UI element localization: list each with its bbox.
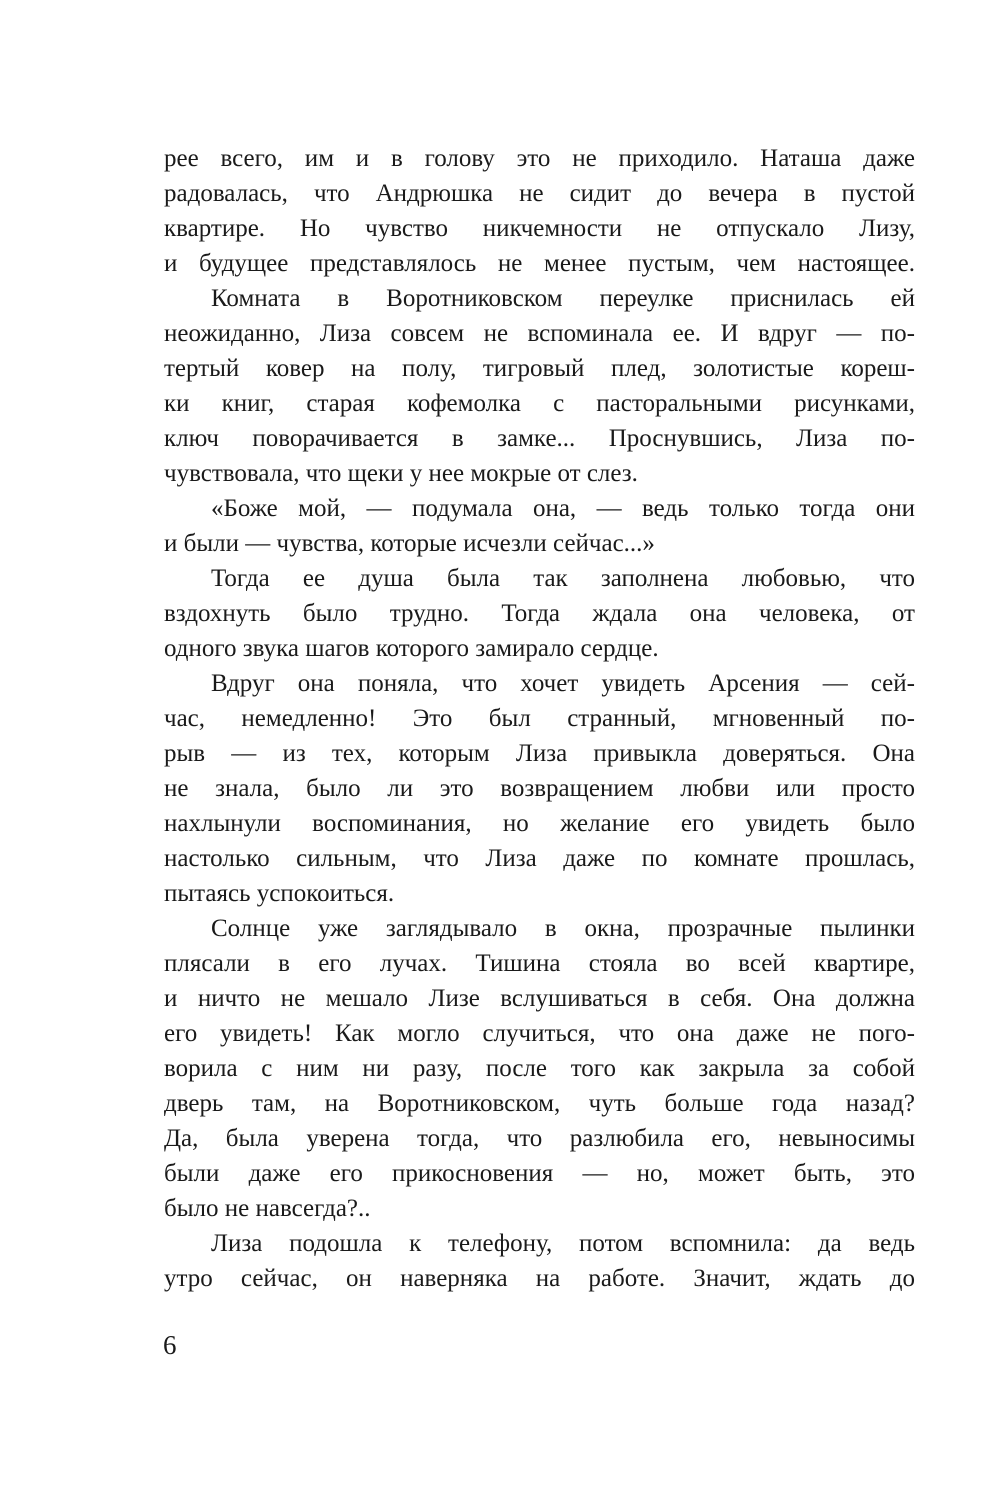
text-line: и ничто не мешало Лизе вслушиваться в себя. Она должна xyxy=(164,985,915,1012)
text-line: не знала, было ли это возвращением любви или просто xyxy=(164,775,915,802)
text-line: одного звука шагов которого замирало сердце. xyxy=(164,635,659,662)
text-line: были даже его прикосновения — но, может быть, это xyxy=(164,1160,915,1187)
text-line: ворила с ним ни разу, после того как закрыла за собой xyxy=(164,1055,915,1082)
text-line: Комната в Воротниковском переулке приснилась ей xyxy=(211,285,915,312)
text-line: и были — чувства, которые исчезли сейчас...» xyxy=(164,530,655,557)
page-text xyxy=(164,141,915,1296)
text-line: неожиданно, Лиза совсем не вспоминала ее. И вдруг — по- xyxy=(164,320,915,347)
text-line: пытаясь успокоиться. xyxy=(164,880,395,907)
text-line: ки книг, старая кофемолка с пасторальными рисунками, xyxy=(164,390,915,417)
text-line: Тогда ее душа была так заполнена любовью, что xyxy=(211,565,915,592)
text-line: его увидеть! Как могло случиться, что она даже не пого- xyxy=(164,1020,915,1047)
text-line: «Боже мой, — подумала она, — ведь только тогда они xyxy=(211,495,915,522)
text-line: утро сейчас, он наверняка на работе. Значит, ждать до xyxy=(164,1265,915,1292)
text-line: рыв — из тех, которым Лиза привыкла доверяться. Она xyxy=(164,740,915,767)
text-line: плясали в его лучах. Тишина стояла во всей квартире, xyxy=(164,950,915,977)
text-line: дверь там, на Воротниковском, чуть больше года назад? xyxy=(164,1090,915,1117)
text-line: рее всего, им и в голову это не приходило. Наташа даже xyxy=(164,145,915,172)
page-number: 6 xyxy=(163,1330,177,1360)
text-line: тертый ковер на полу, тигровый плед, золотистые кореш- xyxy=(164,355,915,382)
text-line: час, немедленно! Это был странный, мгновенный по- xyxy=(164,705,915,732)
text-line: было не навсегда?.. xyxy=(164,1195,371,1222)
text-line: Солнце уже заглядывало в окна, прозрачные пылинки xyxy=(211,915,915,942)
text-line: чувствовала, что щеки у нее мокрые от слез. xyxy=(164,460,638,487)
text-line: Вдруг она поняла, что хочет увидеть Арсения — сей- xyxy=(211,670,915,697)
text-line: радовалась, что Андрюшка не сидит до вечера в пустой xyxy=(164,180,915,207)
text-line: нахлынули воспоминания, но желание его увидеть было xyxy=(164,810,915,837)
text-line: настолько сильным, что Лиза даже по комнате прошлась, xyxy=(164,845,915,872)
text-line: квартире. Но чувство никчемности не отпускало Лизу, xyxy=(164,215,915,242)
text-line: и будущее представлялось не менее пустым, чем настоящее. xyxy=(164,250,915,277)
text-line: вздохнуть было трудно. Тогда ждала она человека, от xyxy=(164,600,915,627)
text-line: Лиза подошла к телефону, потом вспомнила: да ведь xyxy=(211,1230,915,1257)
text-line: Да, была уверена тогда, что разлюбила его, невыносимы xyxy=(164,1125,915,1152)
text-line: ключ поворачивается в замке... Проснувшись, Лиза по- xyxy=(164,425,915,452)
